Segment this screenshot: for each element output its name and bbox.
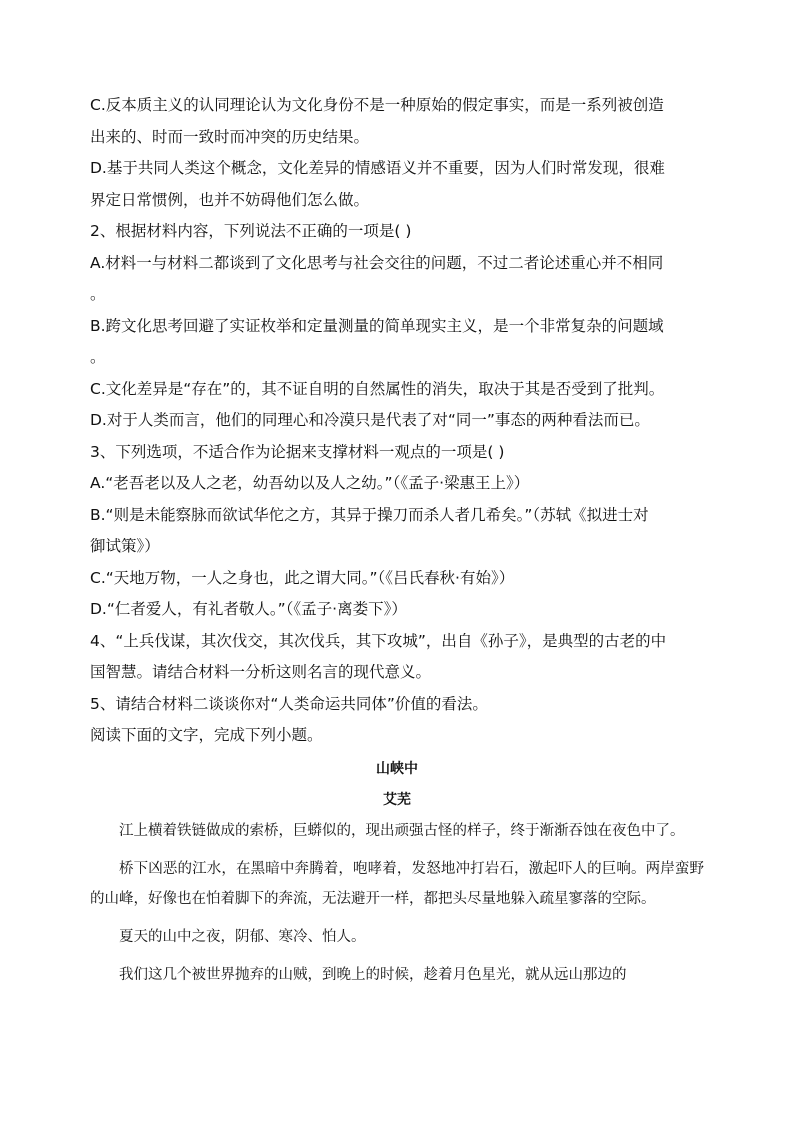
story-author: 艾芜 [383, 791, 411, 808]
question-3-option-b: B.“则是未能察脉而欲试华佗之方，其异于操刀而杀人者几希矣。”（苏轼《拟进士对 [90, 505, 649, 524]
question-2-option-a: A.材料一与材料二都谈到了文化思考与社会交往的问题，不过二者论述重心并不相同 [90, 253, 664, 272]
question-3-option-c: C.“天地万物，一人之身也，此之谓大同。”（《吕氏春秋·有始》） [90, 568, 515, 587]
reading-instruction: 阅读下面的文字，完成下列小题。 [90, 726, 323, 744]
question-2-option-b: B.跨文化思考回避了实证枚举和定量测量的简单现实主义，是一个非常复杂的问题域 [90, 316, 664, 335]
question-3-stem: 3、下列选项，不适合作为论据来支撑材料一观点的一项是( ) [90, 442, 505, 461]
text-line: C.反本质主义的认同理论认为文化身份不是一种原始的假定事实，而是一系列被创造 [90, 96, 664, 114]
document-page [90, 90, 704, 998]
story-title: 山峡中 [376, 760, 418, 777]
text-line: D.基于共同人类这个概念，文化差异的情感语义并不重要，因为人们时常发现，很难 [90, 159, 665, 177]
question-2-stem: 2、根据材料内容，下列说法不正确的一项是( ) [90, 222, 412, 240]
story-paragraph: 桥下凶恶的江水，在黑暗中奔腾着，咆哮着，发怒地冲打岩石，激起吓人的巨响。两岸蛮野的山峰，好像也在怕着脚下的奔流，无法避开一样，都把头尽量地躲入疏星寥落的空际。 [90, 860, 704, 907]
question-5: 5、请结合材料二谈谈你对“人类命运共同体”价值的看法。 [90, 694, 488, 713]
question-4: 4、“上兵伐谋，其次伐交，其次伐兵，其下攻城”，出自《孙子》，是典型的古老的中 [90, 631, 667, 650]
text-line: 出来的、时而一致时而冲突的历史结果。 [90, 127, 370, 146]
story-body [90, 816, 704, 990]
question-2-option-c: C.文化差异是“存在”的，其不证自明的自然属性的消失，取决于其是否受到了批判。 [90, 379, 665, 398]
text-line: 界定日常惯例，也并不妨碍他们怎么做。 [90, 190, 370, 209]
text-line: 。 [90, 285, 106, 303]
question-2-option-d: D.对于人类而言，他们的同理心和冷漠只是代表了对“同一”事态的两种看法而已。 [90, 411, 650, 429]
story-paragraph: 江上横着铁链做成的索桥，巨蟒似的，现出顽强古怪的样子，终于渐渐吞蚀在夜色中了。 [119, 822, 685, 839]
text-line: 国智慧。请结合材料一分析这则名言的现代意义。 [90, 663, 432, 681]
story-paragraph: 我们这几个被世界抛弃的山贼，到晚上的时候，趁着月色星光，就从远山那边的 [119, 966, 627, 983]
text-line: 。 [90, 348, 106, 366]
question-3-option-a: A.“老吾老以及人之老，幼吾幼以及人之幼。”（《孟子·梁惠王上》） [90, 474, 530, 492]
story-paragraph: 夏天的山中之夜，阴郁、寒冷、怕人。 [119, 928, 366, 945]
question-3-option-d: D.“仁者爱人，有礼者敬人。”（《孟子·离娄下》） [90, 600, 407, 618]
text-line: 御试策》） [90, 537, 160, 555]
